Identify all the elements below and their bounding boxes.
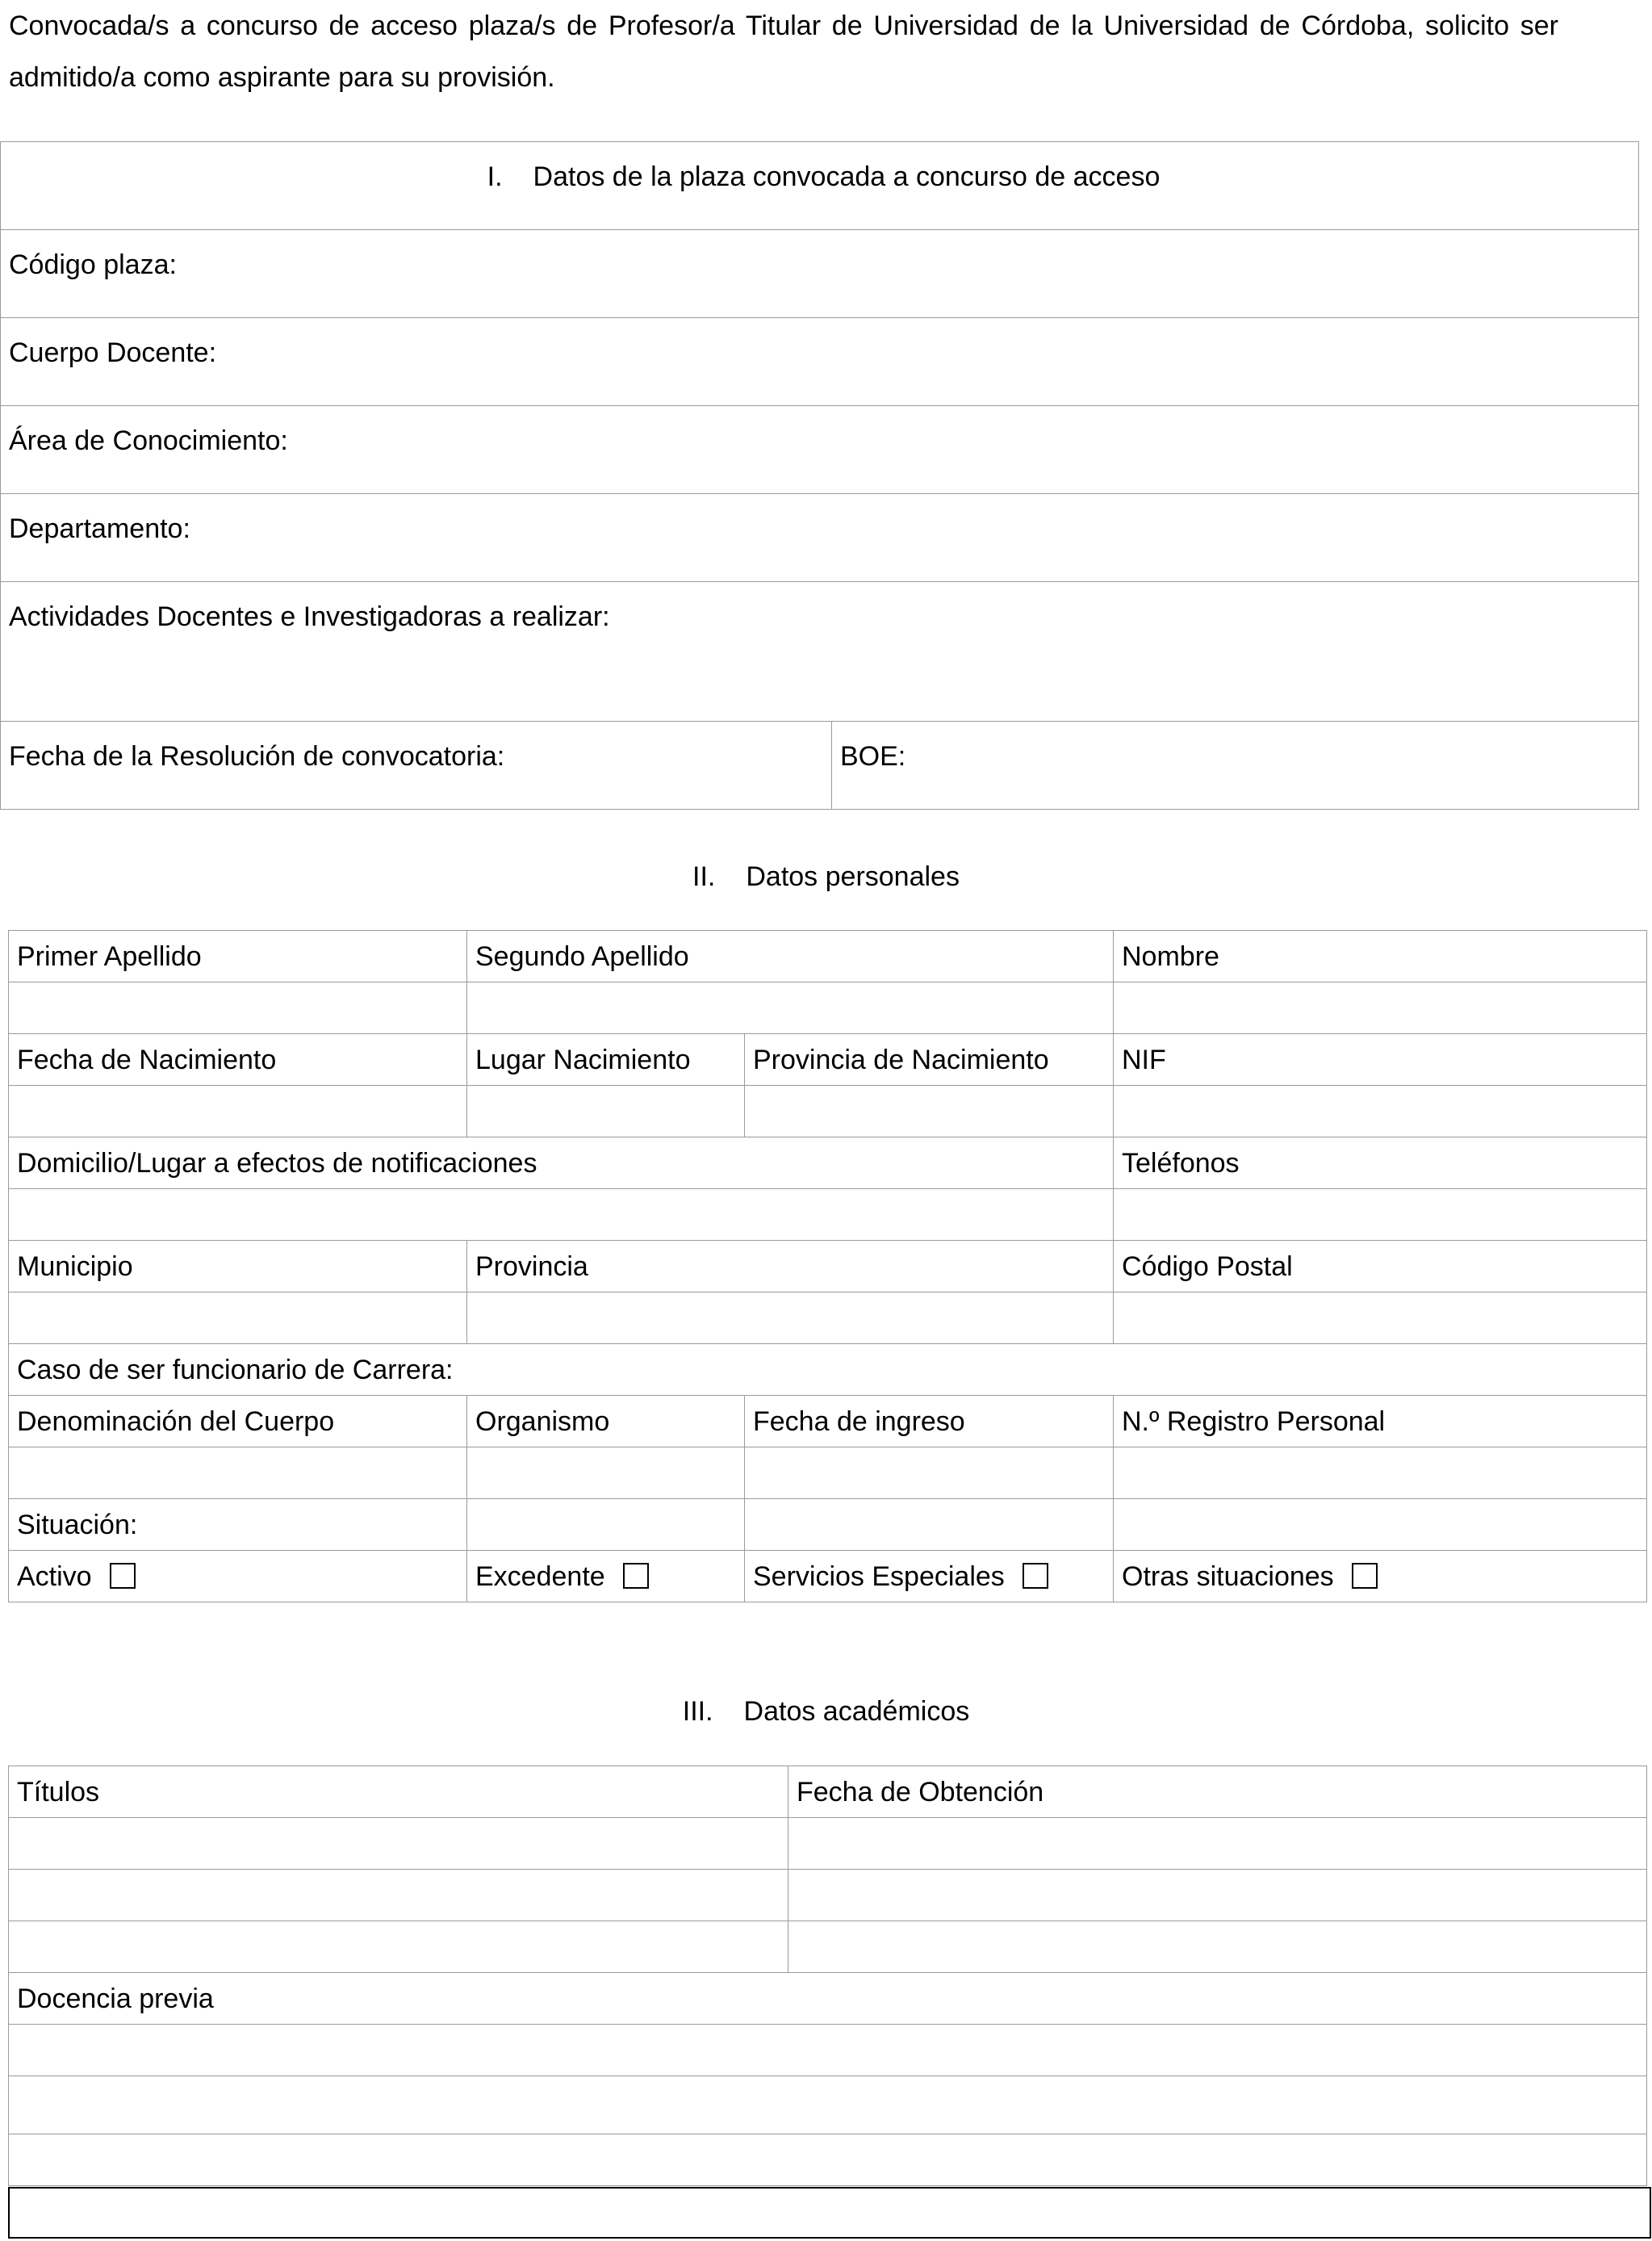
- organismo-label: Organismo: [467, 1396, 745, 1447]
- nombre-input[interactable]: [1114, 982, 1647, 1034]
- nombre-label: Nombre: [1114, 931, 1647, 982]
- empty-cell: [745, 1499, 1114, 1551]
- otras-label: Otras situaciones: [1122, 1561, 1334, 1592]
- section-1-header: [1, 142, 1639, 230]
- activo-option: [9, 1551, 467, 1602]
- domicilio-input[interactable]: [9, 1189, 1114, 1241]
- servicios-checkbox[interactable]: [1023, 1563, 1048, 1589]
- codigo-plaza-field[interactable]: Código plaza:: [1, 230, 1639, 318]
- actividades-field[interactable]: Actividades Docentes e Investigadoras a realizar:: [1, 582, 1639, 722]
- primer-apellido-input[interactable]: [9, 982, 467, 1034]
- denominacion-label: Denominación del Cuerpo: [9, 1396, 467, 1447]
- fecha-nacimiento-label: Fecha de Nacimiento: [9, 1034, 467, 1086]
- section-1-number: I.: [487, 161, 503, 192]
- section-1-title: Datos de la plaza convocada a concurso de acceso: [533, 161, 1161, 192]
- excedente-label: Excedente: [475, 1561, 605, 1592]
- otras-checkbox[interactable]: [1352, 1563, 1378, 1589]
- departamento-field[interactable]: Departamento:: [1, 494, 1639, 582]
- segundo-apellido-label: Segundo Apellido: [467, 931, 1114, 982]
- codigo-postal-label: Código Postal: [1114, 1241, 1647, 1292]
- fecha-obtencion-input[interactable]: [788, 1921, 1647, 1973]
- section-3-title: Datos académicos: [743, 1696, 970, 1727]
- docencia-input[interactable]: [9, 2134, 1647, 2186]
- domicilio-label: Domicilio/Lugar a efectos de notificaciones: [9, 1137, 1114, 1189]
- telefonos-input[interactable]: [1114, 1189, 1647, 1241]
- section-2-number: II.: [692, 861, 716, 892]
- organismo-input[interactable]: [467, 1447, 745, 1499]
- activo-checkbox[interactable]: [110, 1563, 136, 1589]
- section-3-number: III.: [682, 1696, 713, 1727]
- provincia-nacimiento-label: Provincia de Nacimiento: [745, 1034, 1114, 1086]
- section-3-title-row: [0, 1695, 1652, 1728]
- fecha-obtencion-input[interactable]: [788, 1818, 1647, 1870]
- titulo-input[interactable]: [9, 1818, 788, 1870]
- cuerpo-docente-field[interactable]: Cuerpo Docente:: [1, 318, 1639, 406]
- servicios-label: Servicios Especiales: [753, 1561, 1005, 1592]
- servicios-option: [745, 1551, 1114, 1602]
- section-2-title-row: [0, 861, 1652, 893]
- funcionario-label: Caso de ser funcionario de Carrera:: [9, 1344, 1647, 1396]
- primer-apellido-label: Primer Apellido: [9, 931, 467, 982]
- empty-cell: [467, 1499, 745, 1551]
- otras-option: [1114, 1551, 1647, 1602]
- fecha-obtencion-input[interactable]: [788, 1870, 1647, 1921]
- lugar-nacimiento-input[interactable]: [467, 1086, 745, 1137]
- municipio-label: Municipio: [9, 1241, 467, 1292]
- titulo-input[interactable]: [9, 1921, 788, 1973]
- registro-input[interactable]: [1114, 1447, 1647, 1499]
- section-2-title: Datos personales: [746, 861, 960, 892]
- fecha-ingreso-input[interactable]: [745, 1447, 1114, 1499]
- situacion-label: Situación:: [9, 1499, 467, 1551]
- plaza-table: [0, 141, 1639, 810]
- lugar-nacimiento-label: Lugar Nacimiento: [467, 1034, 745, 1086]
- docencia-label: Docencia previa: [9, 1973, 1647, 2025]
- intro-paragraph: Convocada/s a concurso de acceso plaza/s de Profesor/a Titular de Universidad de la Universidad de Córdoba, solicito ser admitido/a como aspirante para su provisión.: [9, 10, 1558, 93]
- empty-cell: [1114, 1499, 1647, 1551]
- excedente-option: [467, 1551, 745, 1602]
- fecha-resolucion-field[interactable]: Fecha de la Resolución de convocatoria:: [1, 722, 832, 810]
- excedente-checkbox[interactable]: [623, 1563, 649, 1589]
- fecha-ingreso-label: Fecha de ingreso: [745, 1396, 1114, 1447]
- titulos-label: Títulos: [9, 1766, 788, 1818]
- datos-personales-table: [8, 930, 1647, 1602]
- codigo-postal-input[interactable]: [1114, 1292, 1647, 1344]
- docencia-input-last[interactable]: [8, 2187, 1651, 2239]
- municipio-input[interactable]: [9, 1292, 467, 1344]
- segundo-apellido-input[interactable]: [467, 982, 1114, 1034]
- datos-academicos-table: [8, 1766, 1647, 2186]
- provincia-nacimiento-input[interactable]: [745, 1086, 1114, 1137]
- telefonos-label: Teléfonos: [1114, 1137, 1647, 1189]
- fecha-obtencion-label: Fecha de Obtención: [788, 1766, 1647, 1818]
- docencia-input[interactable]: [9, 2076, 1647, 2134]
- nif-input[interactable]: [1114, 1086, 1647, 1137]
- nif-label: NIF: [1114, 1034, 1647, 1086]
- denominacion-input[interactable]: [9, 1447, 467, 1499]
- boe-field[interactable]: BOE:: [832, 722, 1639, 810]
- area-conocimiento-field[interactable]: Área de Conocimiento:: [1, 406, 1639, 494]
- fecha-nacimiento-input[interactable]: [9, 1086, 467, 1137]
- provincia-input[interactable]: [467, 1292, 1114, 1344]
- docencia-input[interactable]: [9, 2025, 1647, 2076]
- registro-label: N.º Registro Personal: [1114, 1396, 1647, 1447]
- provincia-label: Provincia: [467, 1241, 1114, 1292]
- activo-label: Activo: [17, 1561, 92, 1592]
- titulo-input[interactable]: [9, 1870, 788, 1921]
